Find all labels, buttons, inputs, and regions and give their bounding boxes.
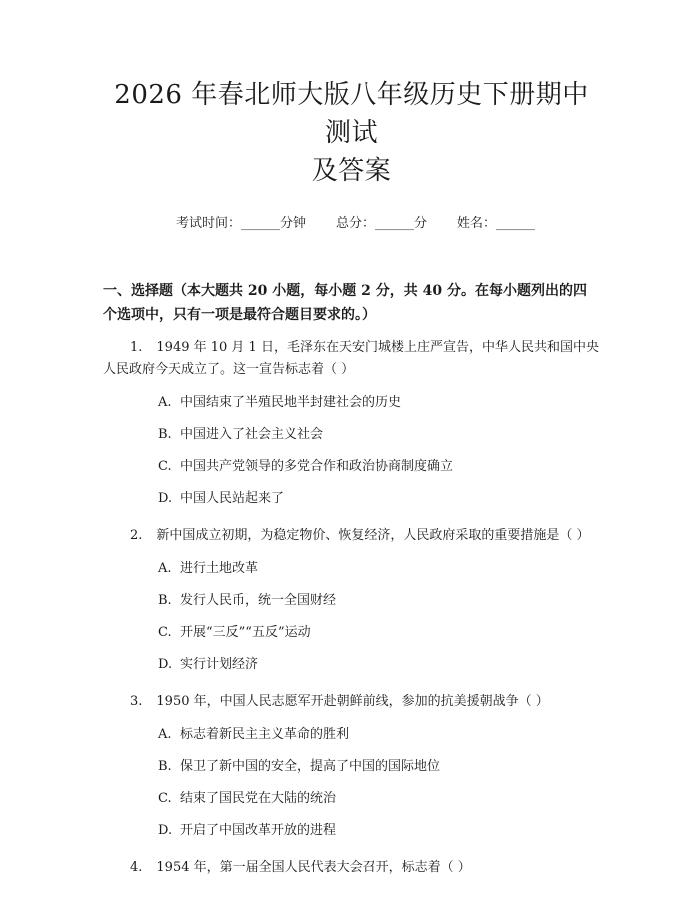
exam-score: 总分：______分 <box>335 216 427 231</box>
question-number: 3. <box>130 694 143 709</box>
document-title <box>103 76 600 190</box>
question-number: 1. <box>130 340 143 355</box>
option-letter: D. <box>158 823 173 838</box>
option-letter: A. <box>158 395 172 410</box>
exam-time: 考试时间：______分钟 <box>175 216 306 231</box>
option-text: 中国共产党领导的多党合作和政治协商制度确立 <box>180 459 454 474</box>
option-list <box>103 725 600 841</box>
exam-name: 姓名：______ <box>457 216 536 231</box>
option-d <box>158 655 600 675</box>
question-stem <box>103 337 600 381</box>
question-4 <box>103 857 600 879</box>
section-title: 一、选择题（本大题共 20 小题，每小题 2 分，共 40 分。在每小题列出的四个选项中，只有一项是最符合题目要求的。） <box>103 283 587 323</box>
option-text: 发行人民币，统一全国财经 <box>180 593 337 608</box>
option-c <box>158 789 600 809</box>
option-list <box>103 559 600 675</box>
option-text: 中国人民站起来了 <box>180 491 285 506</box>
option-a <box>158 393 600 413</box>
option-letter: D. <box>158 657 173 672</box>
question-list <box>103 337 600 879</box>
option-d <box>158 489 600 509</box>
option-text: 标志着新民主主义革命的胜利 <box>180 727 350 742</box>
title-line-2: 及答案 <box>311 156 392 186</box>
question-2 <box>103 525 600 685</box>
option-c <box>158 623 600 643</box>
option-letter: A. <box>158 561 172 576</box>
option-letter: B. <box>158 593 172 608</box>
question-text: 1954 年，第一届全国人民代表大会召开，标志着（ ） <box>156 860 471 875</box>
option-text: 进行土地改革 <box>180 561 259 576</box>
option-text: 开展“三反”“五反”运动 <box>180 625 311 640</box>
question-stem <box>103 857 600 879</box>
question-spacer <box>103 675 600 685</box>
title-line-1: 2026 年春北师大版八年级历史下册期中测试 <box>114 80 589 148</box>
option-text: 实行计划经济 <box>180 657 259 672</box>
option-c <box>158 457 600 477</box>
question-text: 1950 年，中国人民志愿军开赴朝鲜前线，参加的抗美援朝战争（ ） <box>156 694 549 709</box>
option-text: 保卫了新中国的安全，提高了中国的国际地位 <box>180 759 441 774</box>
question-stem <box>103 691 600 713</box>
option-b <box>158 591 600 611</box>
option-letter: C. <box>158 791 172 806</box>
option-text: 中国结束了半殖民地半封建社会的历史 <box>180 395 402 410</box>
question-stem <box>103 525 600 547</box>
option-letter: B. <box>158 427 172 442</box>
option-letter: C. <box>158 459 172 474</box>
option-letter: A. <box>158 727 172 742</box>
option-letter: D. <box>158 491 173 506</box>
question-spacer <box>103 841 600 851</box>
question-1 <box>103 337 600 519</box>
option-text: 中国进入了社会主义社会 <box>180 427 324 442</box>
option-text: 结束了国民党在大陆的统治 <box>180 791 337 806</box>
option-list <box>103 393 600 509</box>
question-number: 2. <box>130 528 143 543</box>
option-a <box>158 559 600 579</box>
question-text: 1949 年 10 月 1 日，毛泽东在天安门城楼上庄严宣告，中华人民共和国中央人民政府今天成立了。这一宣告标志着（ ） <box>103 340 599 377</box>
exam-meta <box>111 212 600 231</box>
option-b <box>158 425 600 445</box>
option-b <box>158 757 600 777</box>
question-text: 新中国成立初期，为稳定物价、恢复经济，人民政府采取的重要措施是（ ） <box>156 528 590 543</box>
option-a <box>158 725 600 745</box>
question-3 <box>103 691 600 851</box>
option-text: 开启了中国改革开放的进程 <box>180 823 337 838</box>
option-letter: B. <box>158 759 172 774</box>
option-letter: C. <box>158 625 172 640</box>
question-number: 4. <box>130 860 143 875</box>
option-d <box>158 821 600 841</box>
question-spacer <box>103 509 600 519</box>
